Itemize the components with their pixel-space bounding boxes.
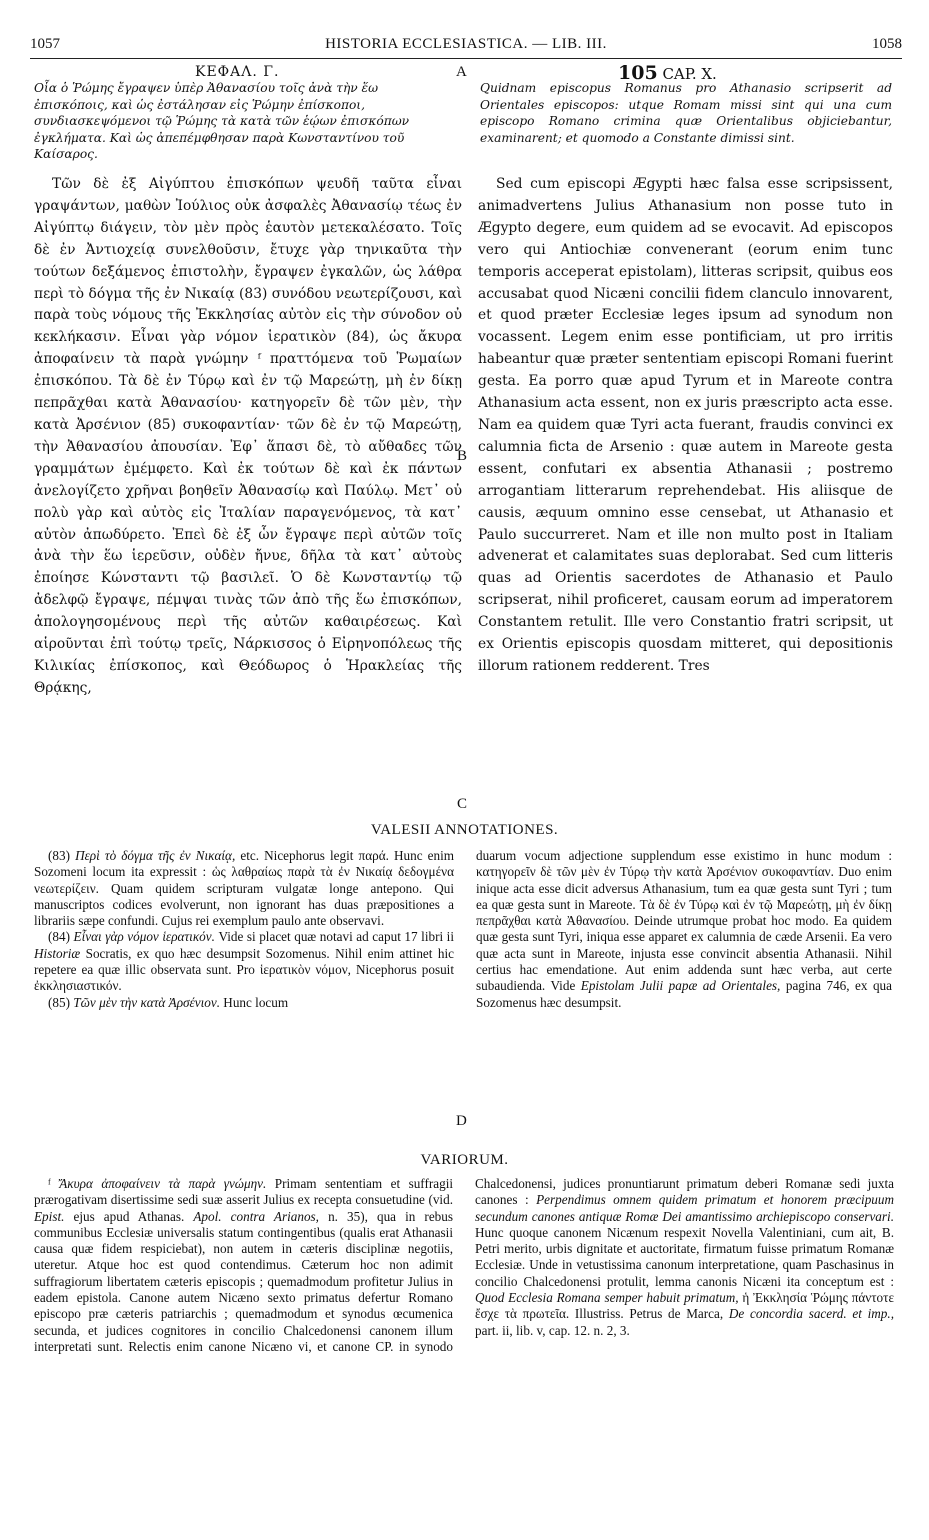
margin-marker-b: B — [457, 448, 468, 464]
variorum-note: ᶠ Ἄκυρα ἀποφαίνειν τὰ παρὰ γνώμην. Primam sententiam et suffragii prærogativam disertissime sedi suæ asserit Julius ex recepta consuetudine (vid. Epist. ejus apud Athanas. Apol. contra Arianos, n. 35), qua in rebus communibus Ecclesiæ universalis statum contingentibus (qualis erat Athanasii causa quæ fidem respiciebat), non autem in cæteris disciplinæ negotiis, uteretur. Atque hoc est quod contendimus. Cæterum hoc non adimit suffragiorum libertatem cæteris episcopis ; quemadmodum profitetur Julius in eadem epistola. Canone autem Nicæno sexto primatus defertur Romano episcopo præ cæteris patriarchis ; quemadmodum et synodus œcumenica secunda, et judices cognitores in concilio Chalcedonensi canonem illum interpretati sunt. Relectis enim canone Nicæno vi, et canone CP. in synodo Chalcedonensi, judices pronuntiarunt primatum deberi Romanæ sedi juxta canones : Perpendimus omnem quidem primatum et honorem præcipuum secundum canones antiquæ Romæ Dei amantissimo archiepiscopo conservari. Hunc quoque canonem Nicænum respexit Novella Valentiniani, cum ait, B. Petri merito, urbis dignitate et auctoritate, firmatum fuisse primatum Romanæ Ecclesiæ. Unde in vetustissima canonum interpretatione, quam Paschasinus in concilio Chalcedonensi protulit, lemma canonis Nicæni ita conceptum est : Quod Ecclesia Romana semper habuit primatum, ἡ Ἐκκλησία Ῥώμης πάντοτε ἔσχε τὰ πρωτεῖα. Illustriss. Petrus de Marca, De concordia sacerd. et imp., part. ii, lib. v, cap. 12. n. 2, 3. — [34, 1176, 895, 1354]
latin-chapter-label: CAP. X. — [662, 65, 717, 83]
running-title: HISTORIA ECCLESIASTICA. — LIB. III. — [325, 36, 607, 52]
greek-chapter-heading: ΚΕΦΑΛ. Γ. — [195, 64, 280, 80]
latin-summary: Quidnam episcopus Romanus pro Athanasio scripserit ad Orientales episcopos: utque Romam missi sint qui una cum episcopo Romano crimina quæ Orientalibus objiciebantur, examinarent; et quomodo a Constante dimissi sint. — [480, 81, 892, 145]
header-rule — [30, 58, 902, 59]
valesii-notes-left — [34, 848, 454, 1011]
right-page-number: 1058 — [872, 36, 902, 52]
valesii-title: VALESII ANNOTATIONES. — [370, 822, 559, 838]
margin-marker-a: A — [456, 64, 467, 80]
greek-summary: Οἷα ὁ Ῥώμης ἔγραψεν ὑπὲρ Ἀθανασίου τοῖς ἀνὰ τὴν ἕω ἐπισκόποις, καὶ ὡς ἐστάλησαν εἰς Ῥώμην ἐπίσκοποι, συνδιασκεψόμενοι τῷ Ῥώμης τὰ κατὰ τῶν ἑῴων ἐπισκόπων ἐγκλήματα. Καὶ ὡς ἀπεπέμφθησαν παρὰ Κωνσταντίνου τοῦ Καίσαρος. — [34, 81, 410, 161]
note-83: (83) Περὶ τὸ δόγμα τῆς ἐν Νικαίᾳ, etc. Nicephorus legit παρά. Hunc enim Sozomeni locum ita expressit : ὡς λαθραίως παρὰ τὰ ἐν Νικαίᾳ δεδογμένα νεωτερίζειν. Quam quidem scripturam vulgatæ longe antepono. Qui manuscriptos codices evolverunt, non ignorant has duas præpositiones a librariis sæpe confundi. Cujus rei exemplum paulo ante observavi. — [34, 848, 455, 929]
margin-marker-c: C — [457, 796, 468, 812]
note-84: (84) Εἶναι γὰρ νόμον ἱερατικόν. Vide si placet quæ notavi ad caput 17 libri ii Historiæ Socratis, ex quo hæc desumpsit Sozomenus. Nihil enim attinet hic repetere ea quæ illic observata sunt. Pro ἱερατικὸν νόμον, Nicephorus posuit ἐκκλησιαστικόν. — [34, 929, 455, 994]
variorum-title: VARIORUM. — [420, 1152, 509, 1168]
latin-chapter-number: 105 — [618, 62, 658, 84]
note-85: (85) Τῶν μὲν τὴν κατὰ Ἀρσένιον. Hunc locum — [48, 994, 289, 1010]
running-header — [30, 36, 902, 58]
latin-main-text: Sed cum episcopi Ægypti hæc falsa esse scripsissent, animadvertens Julius Athanasium non posse tuto in Ægypto degere, eum quidem ad se evocavit. Ad episcopos vero qui Antiochiæ convenerant (eorum enim tunc temporis acceperat epistolam), litteras scripsit, quibus eos accusabat quod Nicæni concilii fidem clanculo innovarent, et quod præter Ecclesiæ leges ipsum ad synodum non vocassent. Legem enim esse pontificiam, ut pro irritis habeantur quæ præter sententiam episcopi Romani fuerint gesta. Ea porro quæ apud Tyrum et in Mareote contra Athanasium acta essent, non ex juris præscripto acta esse. Nam ea quidem quæ Tyri acta fuerant, fraudis convinci ex calumnia ficta de Arsenio : quæ autem in Mareote gesta essent, confutari ex absentia Athanasii ; postremo arrogantiam litterarum reprehendebat. His aliisque de causis, æquum omnino esse censebat, ut Athanasio et Paulo succurreret. Nam et ille non multo post in Italiam advenerat et calamitates suas deplorabat. Sed cum litteris quas ad Orientis sacerdotes de Athanasio et Paulo scripserat, nihil proficeret, causam eorum ad imperatorem Constantem retulit. Ille vero Constantio fratri scripsit, ut ex Orientis episcopis quosdam mitteret, qui depositionis illorum rationem redderent. Tres — [478, 176, 893, 674]
margin-marker-d: D — [456, 1113, 467, 1129]
note-85-continued: duarum vocum adjectione supplendum esse existimo in hunc modum : κατηγορεῖν δὲ τῶν μὲν ἐν Τύρῳ τὴν κατὰ Ἀρσένιον συκοφαντίαν. Duo enim inique acta esse dicit adversus Athanasium, tum ea quæ gesta sunt Tyri ; tum ea quæ gesta sunt in Mareote. Τὰ δὲ ἐν Τύρῳ καὶ ἐν τῷ Μαρεώτῃ, μὴ ἐν δίκῃ πεπρᾶχθαι κατὰ Ἀθανασίου. Deinde utrumque probat hoc modo. Ea quidem quæ gesta sunt Tyri, iniqua esse apparet ex calumnia de cæde Arsenii. Ea vero quæ acta sunt in Mareote, injusta esse convincit absentia Athanasii. Nihil certius hac emendatione. Aut enim addenda sunt hæc verba, aut certe subaudienda. Vide Epistolam Julii papæ ad Orientales, pagina 746, ex qua Sozomenus hæc desumpsit. — [476, 848, 892, 1010]
valesii-notes-right — [476, 848, 892, 1011]
greek-main-text: Τῶν δὲ ἐξ Αἰγύπτου ἐπισκόπων ψευδῆ ταῦτα εἶναι γραψάντων, μαθὼν Ἰούλιος οὐκ ἀσφαλὲς Ἀθανασίῳ τέως ἐν Αἰγύπτῳ διάγειν, τὸν μὲν πρὸς ἑαυτὸν μετεκαλέσατο. Τοῖς δὲ ἐν Ἀντιοχείᾳ συνελθοῦσιν, ἔτυχε γὰρ τηνικαῦτα τὴν τούτων δεξάμενος ἐπιστολὴν, ἔγραψεν ἐγκαλῶν, ὡς λάθρα περὶ τὸ δόγμα τῆς ἐν Νικαίᾳ (83) συνόδου νεωτερίζουσι, καὶ παρὰ τοὺς νόμους τῆς Ἐκκλησίας αὐτὸν εἰς τὴν σύνοδον οὐ κεκλήκασιν. Εἶναι γὰρ νόμον ἱερατικὸν (84), ὡς ἄκυρα ἀποφαίνειν τὰ παρὰ γνώμην ᶠ πραττόμενα τοῦ Ῥωμαίων ἐπισκόπου. Τὰ δὲ ἐν Τύρῳ καὶ ἐν τῷ Μαρεώτῃ, μὴ ἐν δίκῃ πεπρᾶχθαι κατὰ Ἀθανασίου· κατηγορεῖν δὲ τῶν μὲν, τὴν κατὰ Ἀρσένιον (85) συκοφαντίαν· τῶν δὲ ἐν τῷ Μαρεώτῃ, τὴν Ἀθανασίου ἀπουσίαν. Ἐφ᾽ ἅπασι δὲ, τὸ αὔθαδες τῶν γραμμάτων ἐμέμφετο. Καὶ ἐκ τούτων δὲ καὶ ἐκ πάντων ἀνελογίζετο χρῆναι βοηθεῖν Ἀθανασίῳ καὶ Παύλῳ. Μετ᾽ οὐ πολὺ γὰρ καὶ αὐτὸς εἰς Ἰταλίαν παραγενόμενος, τὰ κατ᾽ αὐτὸν ἀπωδύρετο. Ἐπεὶ δὲ ἐξ ὧν ἔγραψε περὶ αὐτῶν τοῖς ἀνὰ τὴν ἕω ἱερεῦσιν, οὐδὲν ἤνυε, δῆλα τὰ κατ᾽ αὐτοὺς ἐποίησε Κώνσταντι τῷ βασιλεῖ. Ὁ δὲ Κωνσταντίῳ τῷ ἀδελφῷ ἔγραψε, πέμψαι τινὰς τῶν ἀπὸ τῆς ἕω ἐπισκόπων, ἀπολογησομένους περὶ τῆς αὐτῶν καθαιρέσεως. Καὶ αἱροῦνται ἐπὶ τούτῳ τρεῖς, Νάρκισσος ὁ Εἰρηνοπόλεως τῆς Κιλικίας ἐπίσκοπος, καὶ Θεόδωρος ὁ Ἡρακλείας τῆς Θρᾴκης, — [34, 176, 462, 696]
variorum-notes — [34, 1176, 894, 1521]
left-page-number: 1057 — [30, 36, 60, 52]
